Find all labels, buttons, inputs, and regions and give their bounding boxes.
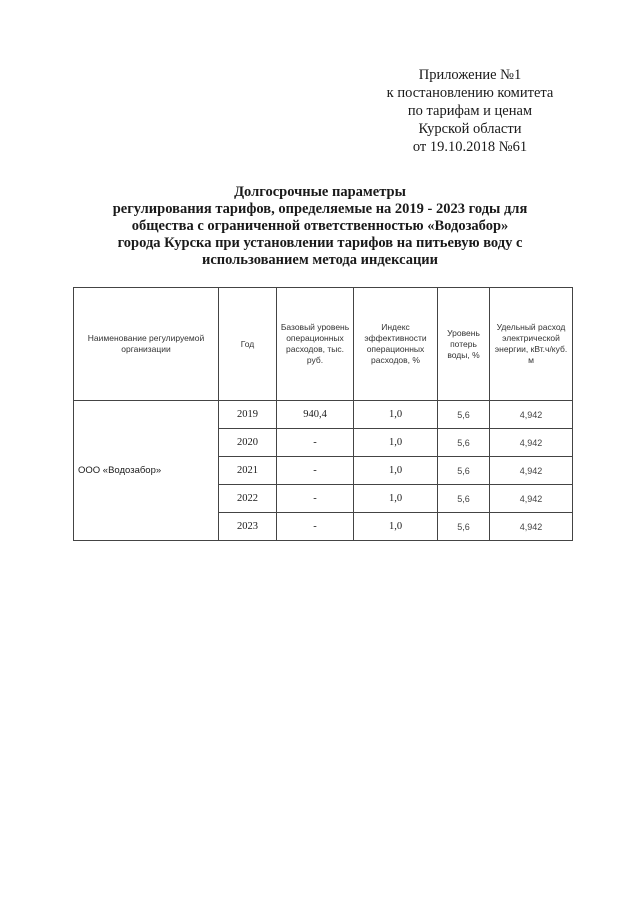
header-base-level: Базовый уровень операционных расходов, тыс. руб.: [277, 288, 354, 401]
energy-use-cell: 4,942: [490, 485, 573, 513]
title-line: Долгосрочные параметры: [234, 184, 406, 200]
appendix-line: к постановлению комитета: [386, 85, 554, 101]
energy-use-cell: 4,942: [490, 513, 573, 541]
base-level-cell: 940,4: [277, 401, 354, 429]
appendix-line: Курской области: [418, 121, 522, 137]
title-line: общества с ограниченной ответственностью «Водозабор»: [131, 218, 509, 234]
energy-use-cell: 4,942: [490, 401, 573, 429]
table-header-row: [74, 288, 573, 401]
header-water-loss: Уровень потерь воды, %: [438, 288, 490, 401]
title-line: регулирования тарифов, определяемые на 2019 - 2023 годы для: [112, 201, 528, 217]
title-line: использованием метода индексации: [201, 252, 439, 268]
efficiency-index-cell: 1,0: [354, 513, 438, 541]
header-efficiency-index: Индекс эффективности операционных расходов, %: [354, 288, 438, 401]
base-level-cell: -: [277, 513, 354, 541]
parameters-table: [73, 287, 573, 541]
base-level-cell: -: [277, 485, 354, 513]
efficiency-index-cell: 1,0: [354, 429, 438, 457]
energy-use-cell: 4,942: [490, 457, 573, 485]
year-cell: 2021: [219, 457, 277, 485]
header-energy-use: Удельный расход электрической энергии, кВт.ч/куб. м: [490, 288, 573, 401]
efficiency-index-cell: 1,0: [354, 401, 438, 429]
title-line: города Курска при установлении тарифов на питьевую воду с: [117, 235, 523, 251]
efficiency-index-cell: 1,0: [354, 485, 438, 513]
header-year: Год: [219, 288, 277, 401]
water-loss-cell: 5,6: [438, 429, 490, 457]
document-title: [70, 184, 570, 269]
water-loss-cell: 5,6: [438, 401, 490, 429]
base-level-cell: -: [277, 457, 354, 485]
year-cell: 2020: [219, 429, 277, 457]
org-name-cell: ООО «Водозабор»: [74, 401, 219, 541]
water-loss-cell: 5,6: [438, 513, 490, 541]
year-cell: 2023: [219, 513, 277, 541]
water-loss-cell: 5,6: [438, 457, 490, 485]
table-row: [74, 401, 573, 429]
header-org: Наименование регулируемой организации: [74, 288, 219, 401]
appendix-block: [360, 66, 580, 156]
appendix-line: Приложение №1: [418, 67, 522, 83]
year-cell: 2022: [219, 485, 277, 513]
base-level-cell: -: [277, 429, 354, 457]
appendix-line: от 19.10.2018 №61: [412, 139, 528, 155]
appendix-line: по тарифам и ценам: [407, 103, 533, 119]
year-cell: 2019: [219, 401, 277, 429]
efficiency-index-cell: 1,0: [354, 457, 438, 485]
energy-use-cell: 4,942: [490, 429, 573, 457]
water-loss-cell: 5,6: [438, 485, 490, 513]
